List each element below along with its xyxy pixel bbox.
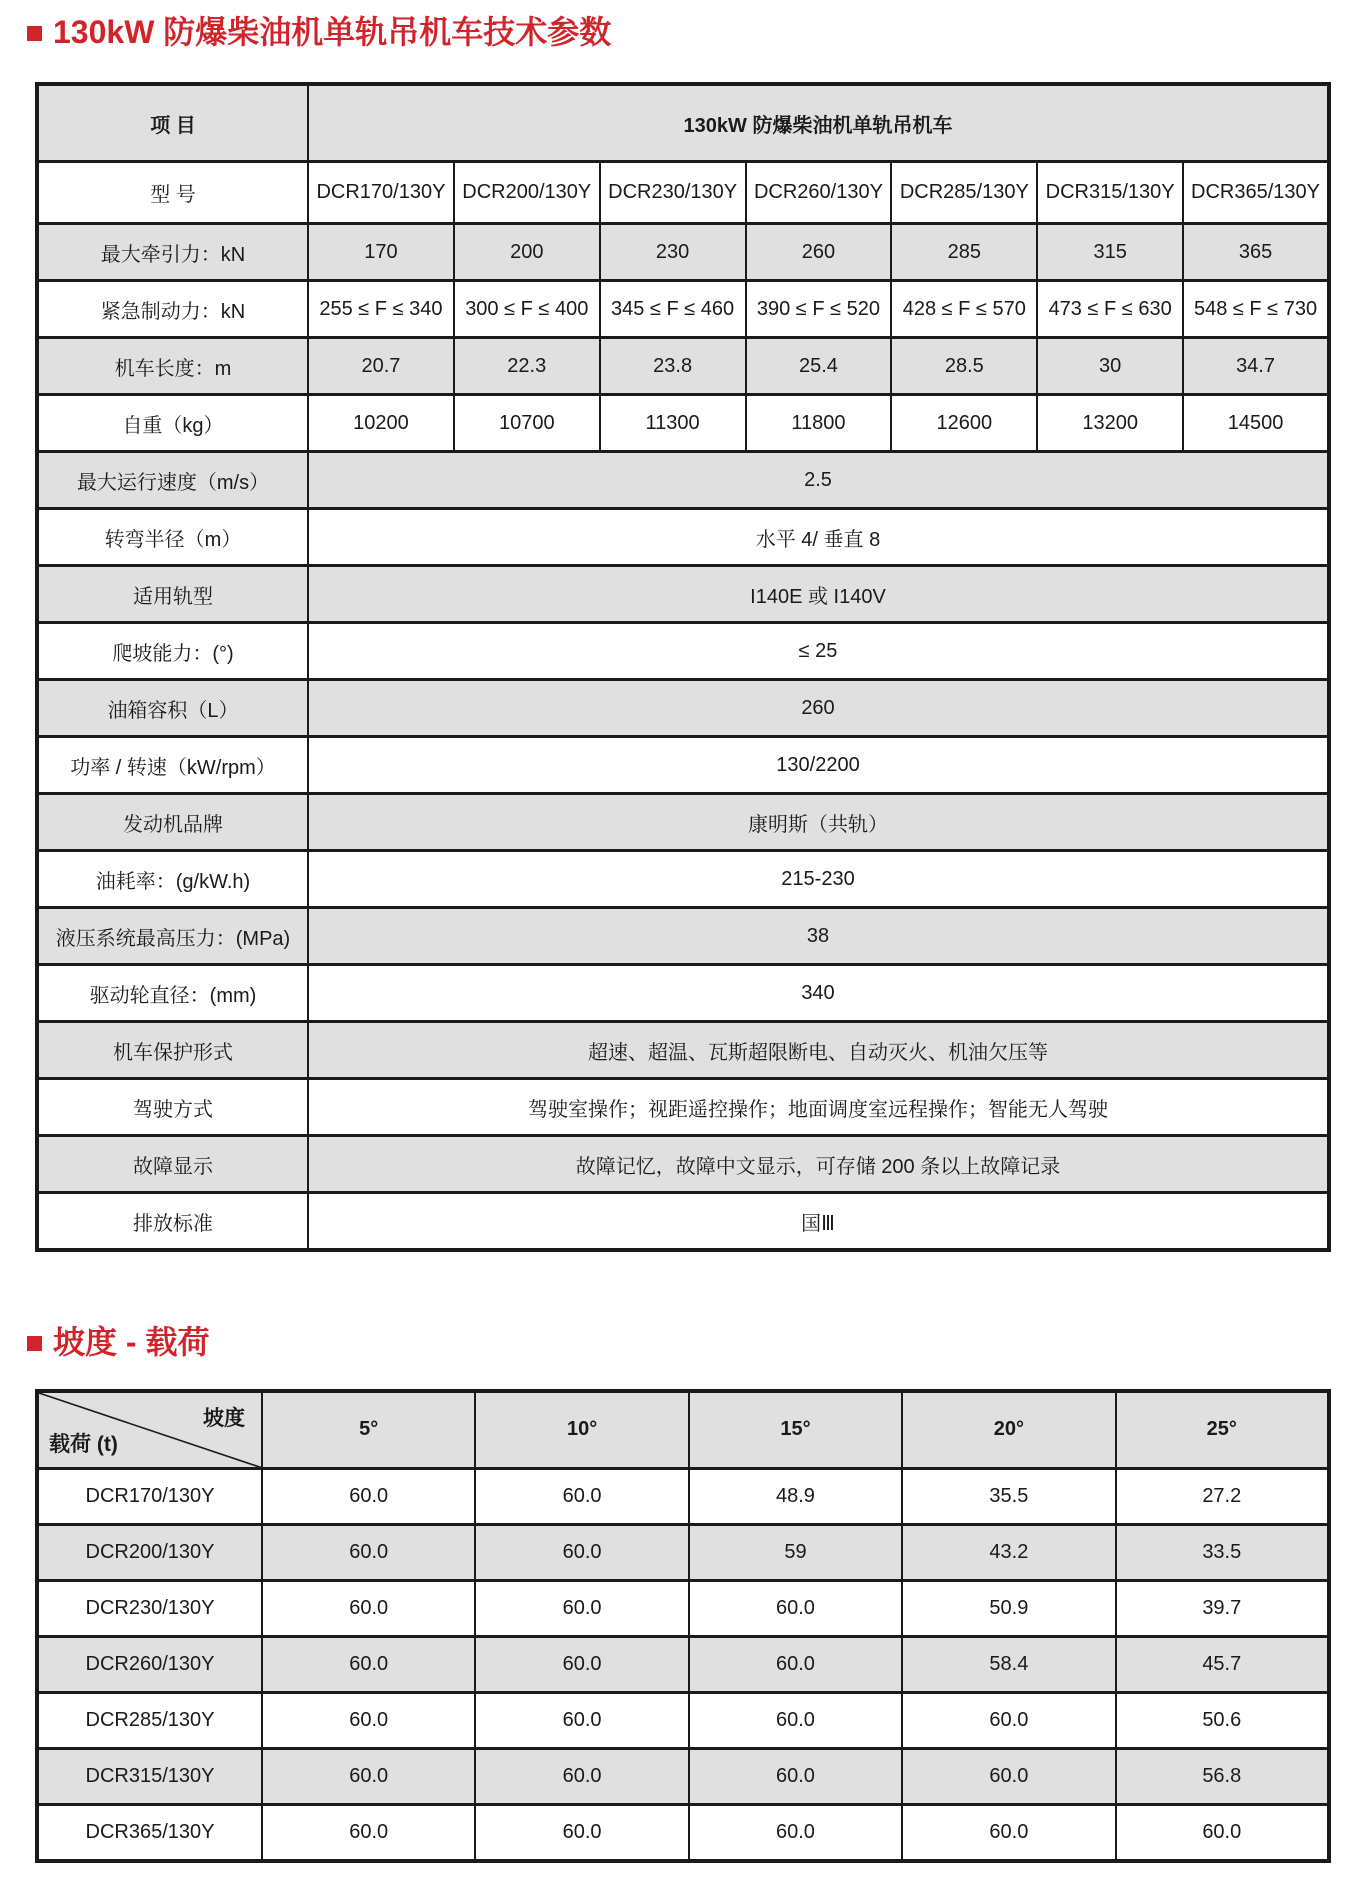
spec-param-row	[37, 509, 1329, 566]
spec-group-header: 130kW 防爆柴油机单轨吊机车	[308, 84, 1329, 162]
spec-param-label: 发动机品牌	[37, 794, 308, 851]
load-data-row	[37, 1637, 1329, 1693]
load-value-cell: 50.6	[1116, 1693, 1329, 1749]
load-value-cell: 60.0	[475, 1469, 688, 1525]
spec-param-label: 油箱容积（L）	[37, 680, 308, 737]
spec-param-value: 10700	[454, 395, 600, 452]
load-data-row	[37, 1469, 1329, 1525]
spec-param-row	[37, 1136, 1329, 1193]
spec-param-value: 230	[600, 224, 746, 281]
spec-param-label: 故障显示	[37, 1136, 308, 1193]
spec-param-row	[37, 794, 1329, 851]
slope-load-table	[35, 1389, 1331, 1863]
load-data-row	[37, 1749, 1329, 1805]
load-model-cell: DCR200/130Y	[37, 1525, 262, 1581]
spec-param-row	[37, 1079, 1329, 1136]
spec-param-value-merged: 215-230	[308, 851, 1329, 908]
spec-param-value: 11800	[746, 395, 892, 452]
spec-param-label: 功率 / 转速（kW/rpm）	[37, 737, 308, 794]
spec-param-value: 23.8	[600, 338, 746, 395]
spec-param-row	[37, 965, 1329, 1022]
spec-param-row	[37, 566, 1329, 623]
spec-param-value: 365	[1183, 224, 1329, 281]
spec-param-label: 紧急制动力：kN	[37, 281, 308, 338]
spec-param-value: 22.3	[454, 338, 600, 395]
spec-item-header: 项 目	[37, 84, 308, 162]
spec-param-value: 10200	[308, 395, 454, 452]
spec-param-value-merged: 340	[308, 965, 1329, 1022]
load-value-cell: 60.0	[689, 1749, 902, 1805]
spec-param-row	[37, 1193, 1329, 1250]
spec-param-value: 548 ≤ F ≤ 730	[1183, 281, 1329, 338]
spec-param-value-merged: 故障记忆，故障中文显示，可存储 200 条以上故障记录	[308, 1136, 1329, 1193]
load-value-cell: 60.0	[475, 1805, 688, 1861]
spec-param-label: 自重（kg）	[37, 395, 308, 452]
spec-param-value: 300 ≤ F ≤ 400	[454, 281, 600, 338]
spec-param-value: 170	[308, 224, 454, 281]
load-model-cell: DCR260/130Y	[37, 1637, 262, 1693]
load-value-cell: 60.0	[262, 1525, 475, 1581]
spec-param-row	[37, 395, 1329, 452]
spec-param-row	[37, 623, 1329, 680]
load-value-cell: 60.0	[475, 1581, 688, 1637]
spec-param-label: 机车保护形式	[37, 1022, 308, 1079]
spec-param-value: 260	[746, 224, 892, 281]
spec-table-body	[37, 84, 1329, 1250]
load-value-cell: 60.0	[475, 1525, 688, 1581]
slope-load-corner-cell	[37, 1391, 262, 1469]
load-value-cell: 60.0	[689, 1637, 902, 1693]
spec-param-value: 315	[1037, 224, 1183, 281]
load-value-cell: 60.0	[689, 1581, 902, 1637]
spec-param-value-merged: 260	[308, 680, 1329, 737]
slope-load-table-body	[37, 1391, 1329, 1861]
load-model-cell: DCR365/130Y	[37, 1805, 262, 1861]
load-value-cell: 45.7	[1116, 1637, 1329, 1693]
spec-param-value: 11300	[600, 395, 746, 452]
spec-param-value-merged: 驾驶室操作；视距遥控操作；地面调度室远程操作；智能无人驾驶	[308, 1079, 1329, 1136]
load-value-cell: 60.0	[1116, 1805, 1329, 1861]
spec-param-value: 12600	[891, 395, 1037, 452]
section1-title-text: 130kW 防爆柴油机单轨吊机车技术参数	[53, 14, 612, 50]
spec-param-value-merged: 38	[308, 908, 1329, 965]
spec-param-value: 473 ≤ F ≤ 630	[1037, 281, 1183, 338]
load-value-cell: 33.5	[1116, 1525, 1329, 1581]
spec-model-label: 型 号	[37, 162, 308, 224]
load-value-cell: 60.0	[902, 1693, 1115, 1749]
load-model-cell: DCR315/130Y	[37, 1749, 262, 1805]
spec-param-value-merged: I140E 或 I140V	[308, 566, 1329, 623]
spec-header-row	[37, 84, 1329, 162]
load-value-cell: 60.0	[262, 1805, 475, 1861]
load-model-cell: DCR170/130Y	[37, 1469, 262, 1525]
load-value-cell: 60.0	[262, 1637, 475, 1693]
spec-param-label: 油耗率：(g/kW.h)	[37, 851, 308, 908]
load-value-cell: 56.8	[1116, 1749, 1329, 1805]
spec-param-label: 液压系统最高压力：(MPa)	[37, 908, 308, 965]
spec-model-cell: DCR170/130Y	[308, 162, 454, 224]
load-value-cell: 27.2	[1116, 1469, 1329, 1525]
spec-param-label: 爬坡能力：(°)	[37, 623, 308, 680]
spec-param-value: 34.7	[1183, 338, 1329, 395]
section2-title-text: 坡度 - 载荷	[53, 1323, 210, 1360]
load-degree-header: 5°	[262, 1391, 475, 1469]
spec-param-value-merged: 国Ⅲ	[308, 1193, 1329, 1250]
load-value-cell: 60.0	[902, 1749, 1115, 1805]
spec-param-value-merged: 130/2200	[308, 737, 1329, 794]
spec-param-label: 驱动轮直径：(mm)	[37, 965, 308, 1022]
load-header-row	[37, 1391, 1329, 1469]
spec-param-value: 255 ≤ F ≤ 340	[308, 281, 454, 338]
spec-param-row	[37, 680, 1329, 737]
load-degree-header: 20°	[902, 1391, 1115, 1469]
spec-param-value-merged: 水平 4/ 垂直 8	[308, 509, 1329, 566]
spec-model-cell: DCR285/130Y	[891, 162, 1037, 224]
spec-param-value: 428 ≤ F ≤ 570	[891, 281, 1037, 338]
load-value-cell: 43.2	[902, 1525, 1115, 1581]
spec-param-label: 排放标准	[37, 1193, 308, 1250]
spec-model-row	[37, 162, 1329, 224]
load-data-row	[37, 1805, 1329, 1861]
load-value-cell: 60.0	[262, 1581, 475, 1637]
load-value-cell: 60.0	[262, 1469, 475, 1525]
load-value-cell: 59	[689, 1525, 902, 1581]
load-value-cell: 60.0	[689, 1693, 902, 1749]
spec-param-value: 30	[1037, 338, 1183, 395]
spec-param-row	[37, 338, 1329, 395]
load-value-cell: 60.0	[475, 1637, 688, 1693]
spec-param-value-merged: 康明斯（共轨）	[308, 794, 1329, 851]
load-degree-header: 25°	[1116, 1391, 1329, 1469]
spec-param-label: 最大运行速度（m/s）	[37, 452, 308, 509]
spec-param-value: 20.7	[308, 338, 454, 395]
load-value-cell: 50.9	[902, 1581, 1115, 1637]
corner-load-label: 载荷 (t)	[49, 1433, 118, 1457]
spec-model-cell: DCR315/130Y	[1037, 162, 1183, 224]
load-degree-header: 10°	[475, 1391, 688, 1469]
spec-param-value: 13200	[1037, 395, 1183, 452]
load-model-cell: DCR230/130Y	[37, 1581, 262, 1637]
spec-model-cell: DCR200/130Y	[454, 162, 600, 224]
spec-param-label: 适用轨型	[37, 566, 308, 623]
load-value-cell: 60.0	[689, 1805, 902, 1861]
load-data-row	[37, 1581, 1329, 1637]
spec-table	[35, 82, 1331, 1252]
load-value-cell: 60.0	[262, 1693, 475, 1749]
spec-param-row	[37, 851, 1329, 908]
spec-model-cell: DCR260/130Y	[746, 162, 892, 224]
load-value-cell: 58.4	[902, 1637, 1115, 1693]
spec-model-cell: DCR230/130Y	[600, 162, 746, 224]
spec-param-value: 390 ≤ F ≤ 520	[746, 281, 892, 338]
load-model-cell: DCR285/130Y	[37, 1693, 262, 1749]
load-data-row	[37, 1525, 1329, 1581]
red-square-bullet	[27, 26, 42, 41]
load-value-cell: 60.0	[475, 1693, 688, 1749]
corner-slope-label: 坡度	[203, 1406, 245, 1430]
section2-title	[27, 1324, 1331, 1361]
spec-param-value-merged: 2.5	[308, 452, 1329, 509]
spec-param-value: 345 ≤ F ≤ 460	[600, 281, 746, 338]
load-data-row	[37, 1693, 1329, 1749]
load-value-cell: 60.0	[475, 1749, 688, 1805]
spec-param-value: 14500	[1183, 395, 1329, 452]
spec-param-row	[37, 1022, 1329, 1079]
spec-param-value-merged: ≤ 25	[308, 623, 1329, 680]
load-value-cell: 39.7	[1116, 1581, 1329, 1637]
spec-param-label: 转弯半径（m）	[37, 509, 308, 566]
spec-param-label: 最大牵引力：kN	[37, 224, 308, 281]
spec-param-value-merged: 超速、超温、瓦斯超限断电、自动灭火、机油欠压等	[308, 1022, 1329, 1079]
spec-model-cell: DCR365/130Y	[1183, 162, 1329, 224]
spec-param-value: 200	[454, 224, 600, 281]
load-value-cell: 48.9	[689, 1469, 902, 1525]
spec-param-row	[37, 452, 1329, 509]
spec-param-row	[37, 908, 1329, 965]
load-value-cell: 60.0	[902, 1805, 1115, 1861]
spec-param-value: 285	[891, 224, 1037, 281]
spec-param-value: 25.4	[746, 338, 892, 395]
spec-param-value: 28.5	[891, 338, 1037, 395]
spec-param-row	[37, 737, 1329, 794]
load-value-cell: 35.5	[902, 1469, 1115, 1525]
spec-param-label: 驾驶方式	[37, 1079, 308, 1136]
spec-param-label: 机车长度：m	[37, 338, 308, 395]
load-degree-header: 15°	[689, 1391, 902, 1469]
section1-title	[27, 14, 1331, 51]
spec-param-row	[37, 281, 1329, 338]
load-value-cell: 60.0	[262, 1749, 475, 1805]
spec-param-row	[37, 224, 1329, 281]
red-square-bullet	[27, 1336, 42, 1351]
